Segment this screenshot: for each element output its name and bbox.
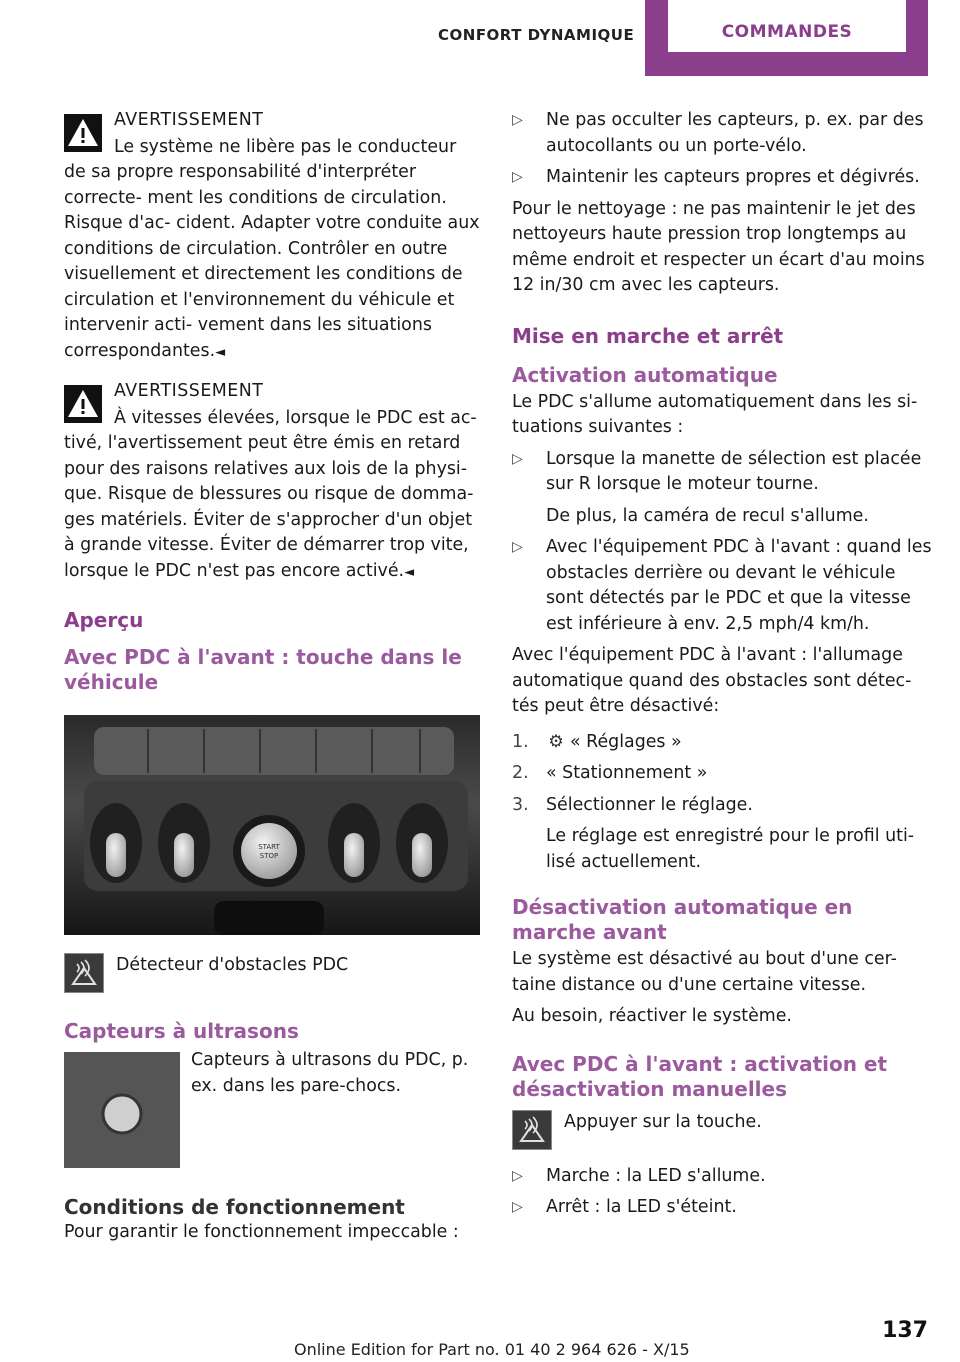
step-item: 1. ⚙ « Réglages » (512, 730, 932, 756)
auto-heading: Activation automatique (512, 362, 778, 387)
warning-text: Le système ne libère pas le conducteur de sa propre responsabilité d'interpréter correcte- ment les conditions de circulation. Risque d'ac- cident. Adapter votre conduite aux conditions de circulation. Contrôler en outre visuellement et directement les conditions de circulation et l'environnement du véhicule et intervenir acti- vement dans les situations correspondantes. (64, 136, 480, 361)
triangle-bullet-icon: ▷ (512, 169, 523, 185)
svg-text:STOP: STOP (259, 852, 279, 860)
ultrasonic-sensor-image (64, 1052, 180, 1168)
warning-block-1 (64, 108, 482, 365)
triangle-bullet-icon: ▷ (512, 539, 523, 555)
chapter-title: COMMANDES (721, 22, 853, 42)
cleaning-text: Pour le nettoyage : ne pas maintenir le jet des nettoyeurs haute pression trop longtemps au même endroit et respecter un écart d'au moins 12 in/30 cm avec les capteurs. (512, 198, 925, 295)
conditions-heading: Conditions de fonctionnement (64, 1195, 405, 1219)
sensors-text: Capteurs à ultrasons du PDC, p. ex. dans les pare-chocs. (191, 1050, 469, 1096)
warning-text: À vitesses élevées, lorsque le PDC est ac- tivé, l'avertissement peut être émis en retard pour des raisons relatives aux lois de la physi- que. Risque de blessures ou risque de domma- ges matériels. Éviter de s'approcher d'un objet à grande vitesse. Éviter de démarrer trop vite, lorsque le PDC n'est pas encore activé. (64, 407, 477, 581)
press-text: Appuyer sur la touche. (564, 1111, 762, 1132)
auto-bullet-subtext: De plus, la caméra de recul s'allume. (546, 505, 869, 526)
triangle-bullet-icon: ▷ (512, 1167, 523, 1184)
auto-text: Le PDC s'allume automatiquement dans les si- tuations suivantes : (512, 391, 918, 437)
led-list (512, 1164, 932, 1221)
list-item: ▷ Arrêt : la LED s'éteint. (512, 1195, 932, 1221)
svg-text:START: START (258, 843, 280, 851)
overview-heading: Aperçu (64, 608, 144, 632)
right-column (512, 108, 932, 1227)
reactivate-text: Au besoin, réactiver le système. (512, 1006, 792, 1026)
list-item: ▷ Maintenir les capteurs propres et dégivrés. (512, 165, 932, 191)
sensors-heading: Capteurs à ultrasons (64, 1019, 299, 1043)
list-item: ▷ Ne pas occulter les capteurs, p. ex. par des autocollants ou un porte-vélo. (512, 110, 924, 156)
edition-text: Online Edition for Part no. 01 40 2 964 626 - X/15 (294, 1340, 690, 1359)
list-item: ▷ Avec l'équipement PDC à l'avant : quand les obstacles derrière ou devant le véhicule sont détectés par le PDC et que la vitesse est inférieure à env. 2,5 mph/4 km/h. (512, 537, 932, 634)
step3-subtext: Le réglage est enregistré pour le profil uti- lisé actuellement. (546, 826, 915, 872)
pdc-label: Détecteur d'obstacles PDC (116, 955, 349, 975)
step-item: 2. « Stationnement » (512, 763, 708, 783)
left-column (64, 108, 482, 1246)
triangle-bullet-icon: ▷ (512, 450, 523, 467)
pdc-button-icon (512, 1110, 552, 1150)
triangle-bullet-icon: ▷ (512, 112, 523, 128)
warning-block-2 (64, 379, 482, 585)
deactivation-heading: Désactivation automatique en marche avant (512, 895, 853, 944)
section-title: CONFORT DYNAMIQUE (438, 26, 635, 44)
warning-title: AVERTISSEMENT (114, 381, 264, 401)
settings-steps (512, 730, 932, 819)
warning-triangle-icon (64, 114, 102, 152)
dashboard-switches-photo (64, 715, 480, 935)
conditions-text: Pour garantir le fonctionnement impeccable : (64, 1222, 459, 1242)
manual-heading: Avec PDC à l'avant : activation et désactivation manuelles (512, 1051, 888, 1101)
requirements-list (512, 108, 932, 191)
step-item: 3. Sélectionner le réglage. (512, 794, 753, 815)
auto-list-2 (512, 535, 932, 637)
sensor-block (64, 1048, 482, 1168)
triangle-bullet-icon: ▷ (512, 1199, 523, 1215)
front-text: Avec l'équipement PDC à l'avant : l'allumage automatique quand des obstacles sont détec- tés peut être désactivé: (512, 645, 912, 716)
list-item: ▷ Marche : la LED s'allume. (512, 1164, 932, 1190)
onoff-heading: Mise en marche et arrêt (512, 323, 784, 348)
warning-triangle-icon (64, 385, 102, 423)
page-header (0, 0, 960, 76)
press-row (512, 1110, 932, 1154)
auto-list (512, 447, 932, 498)
page-footer (0, 1318, 960, 1362)
pdc-button-icon (64, 953, 104, 993)
deactivation-text: Le système est désactivé au bout d'une cer- taine distance ou d'une certaine vitesse. (512, 949, 897, 995)
front-pdc-heading: Avec PDC à l'avant : touche dans le véhicule (64, 645, 462, 694)
warning-title: AVERTISSEMENT (114, 110, 264, 130)
settings-gear-icon: ⚙ (548, 731, 564, 752)
list-item: ▷ Lorsque la manette de sélection est placée sur R lorsque le moteur tourne. (512, 448, 922, 494)
end-marker: ◄ (215, 344, 226, 360)
pdc-label-row (64, 953, 482, 997)
page-number: 137 (882, 1318, 928, 1343)
end-marker: ◄ (404, 564, 415, 580)
